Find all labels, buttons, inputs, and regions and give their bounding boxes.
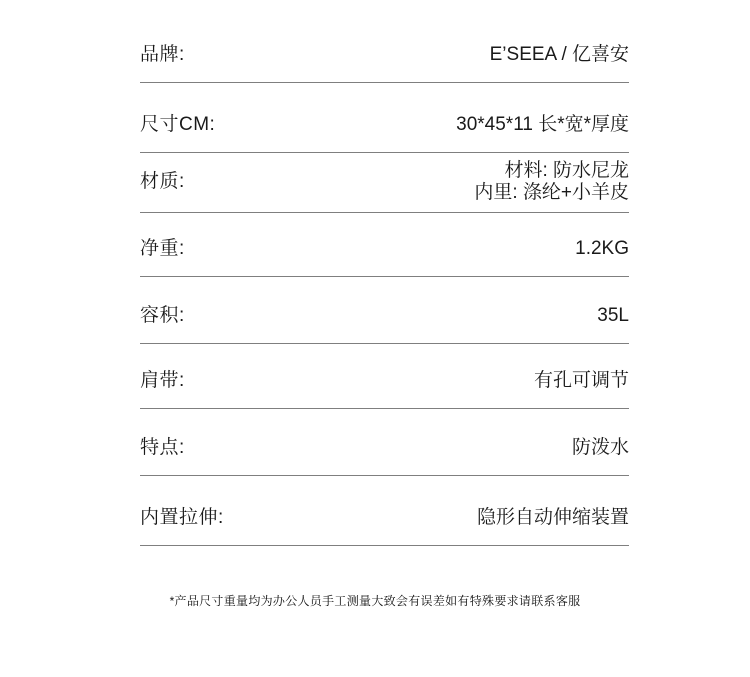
spec-label: 尺寸CM: (140, 114, 216, 135)
spec-label: 内置拉伸: (140, 507, 224, 528)
spec-row-feature (140, 409, 629, 476)
spec-row-size (140, 83, 629, 153)
disclaimer-note: *产品尺寸重量均为办公人员手工测量大致会有误差如有特殊要求请联系客服 (169, 594, 581, 608)
spec-row-brand (140, 0, 629, 83)
spec-value: E’SEEA / 亿喜安 (489, 44, 629, 65)
spec-label: 肩带: (140, 370, 185, 391)
spec-value: 防泼水 (571, 437, 629, 458)
spec-value: 材料: 防水尼龙 内里: 涤纶+小羊皮 (474, 160, 629, 203)
spec-label: 特点: (140, 437, 185, 458)
spec-label: 净重: (140, 238, 185, 259)
spec-label: 容积: (140, 305, 185, 326)
spec-row-shoulder-strap (140, 344, 629, 409)
spec-value: 隐形自动伸缩装置 (476, 507, 629, 528)
spec-label: 品牌: (140, 44, 185, 65)
spec-label: 材质: (140, 171, 185, 192)
spec-table (140, 0, 629, 546)
spec-row-material (140, 153, 629, 213)
spec-value: 有孔可调节 (533, 370, 629, 391)
spec-row-builtin-stretch (140, 476, 629, 546)
spec-row-capacity (140, 277, 629, 344)
spec-value: 35L (597, 305, 629, 326)
spec-row-net-weight (140, 213, 629, 277)
spec-value: 30*45*11 长*宽*厚度 (456, 114, 629, 135)
spec-value: 1.2KG (575, 238, 629, 259)
